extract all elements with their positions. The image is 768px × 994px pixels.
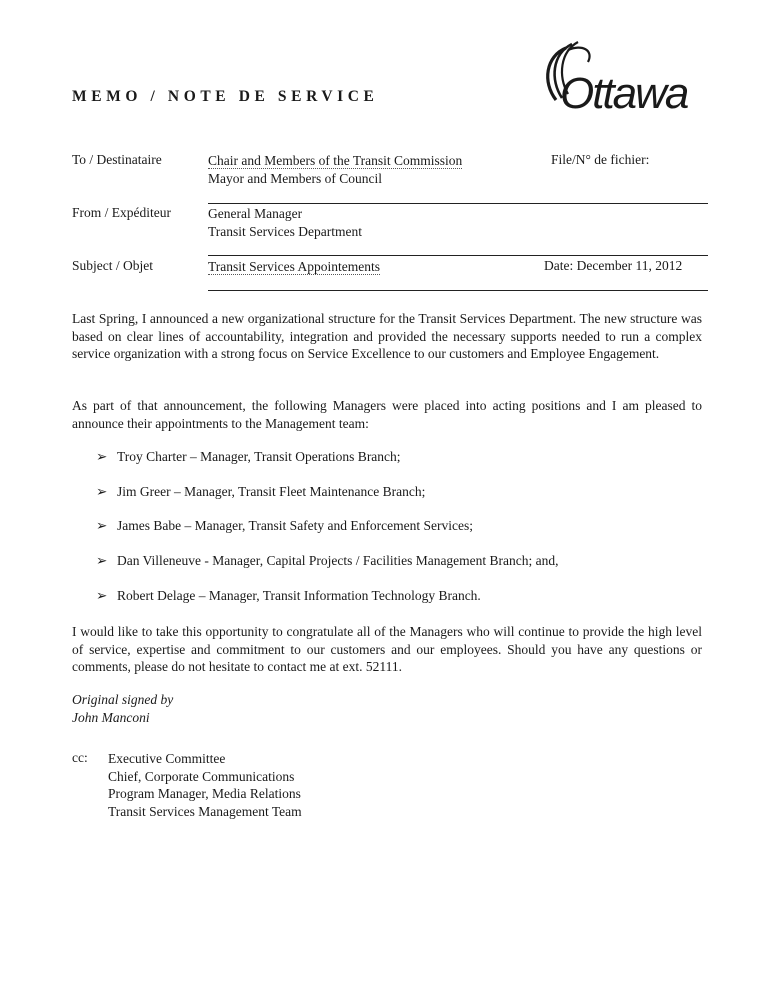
cc-recipient: Transit Services Management Team: [108, 803, 302, 819]
list-item: [96, 588, 481, 604]
cc-recipient: Program Manager, Media Relations: [108, 786, 301, 801]
memo-date: Date: December 11, 2012: [544, 258, 683, 273]
arrow-bullet-icon: ➢: [96, 518, 108, 533]
arrow-bullet-icon: ➢: [96, 484, 108, 499]
body-paragraph-1: Last Spring, I announced a new organizational structure for the Transit Services Department. The new structure was based on clear lines of accountability, integration and provided the necessary supports needed to run a complex service organization with a strong focus on Service Excellence to our customers and Employee Engagement.: [72, 311, 702, 361]
list-item-text: Troy Charter – Manager, Transit Operations Branch;: [117, 449, 401, 464]
subject-label: Subject / Objet: [72, 258, 153, 273]
ottawa-logo-mark: [538, 40, 708, 118]
list-item: [96, 553, 559, 569]
divider-rule: [208, 203, 708, 204]
from-label: From / Expéditeur: [72, 205, 171, 220]
subject-value: [208, 258, 380, 276]
svg-text:Ottawa: Ottawa: [560, 69, 688, 118]
list-item: [96, 449, 401, 465]
from-line-1: General Manager: [208, 206, 303, 221]
cc-recipient: Executive Committee: [108, 751, 226, 766]
to-line-1: Chair and Members of the Transit Commission: [208, 153, 463, 168]
to-recipients: [208, 152, 462, 187]
divider-rule: [208, 290, 708, 291]
from-sender: [208, 205, 362, 240]
cc-label: cc:: [72, 750, 88, 765]
arrow-bullet-icon: ➢: [96, 553, 108, 568]
signature-name: John Manconi: [72, 709, 150, 725]
body-paragraph-2: As part of that announcement, the following Managers were placed into acting positions and I am pleased to announce their appointments to the Management team:: [72, 398, 702, 431]
list-item: [96, 518, 473, 534]
subject-text: Transit Services Appointements: [208, 259, 380, 274]
signature-line-1: Original signed by: [72, 692, 174, 707]
memo-title: MEMO / NOTE DE SERVICE: [72, 88, 379, 105]
to-line-2: Mayor and Members of Council: [208, 170, 382, 186]
list-item-text: Jim Greer – Manager, Transit Fleet Maintenance Branch;: [117, 484, 426, 499]
file-label: File/N° de fichier:: [551, 152, 650, 167]
list-item: [96, 484, 425, 500]
body-paragraph-3: I would like to take this opportunity to congratulate all of the Managers who will continue to provide the high level of service, expertise and commitment to our customers and our employees. Should you have any questions or comments, please do not hesitate to contact me at ext. 52111.: [72, 624, 702, 674]
list-item-text: James Babe – Manager, Transit Safety and Enforcement Services;: [117, 518, 473, 533]
list-item-text: Robert Delage – Manager, Transit Information Technology Branch.: [117, 588, 481, 603]
from-line-2: Transit Services Department: [208, 223, 362, 239]
cc-recipient: Chief, Corporate Communications: [108, 768, 295, 784]
ottawa-logo: [538, 40, 708, 118]
divider-rule: [208, 255, 708, 256]
list-item-text: Dan Villeneuve - Manager, Capital Projects / Facilities Management Branch; and,: [117, 553, 559, 568]
to-label: To / Destinataire: [72, 152, 162, 167]
arrow-bullet-icon: ➢: [96, 588, 108, 603]
signature-block: [72, 691, 173, 726]
arrow-bullet-icon: ➢: [96, 449, 108, 464]
cc-list: [108, 750, 302, 820]
